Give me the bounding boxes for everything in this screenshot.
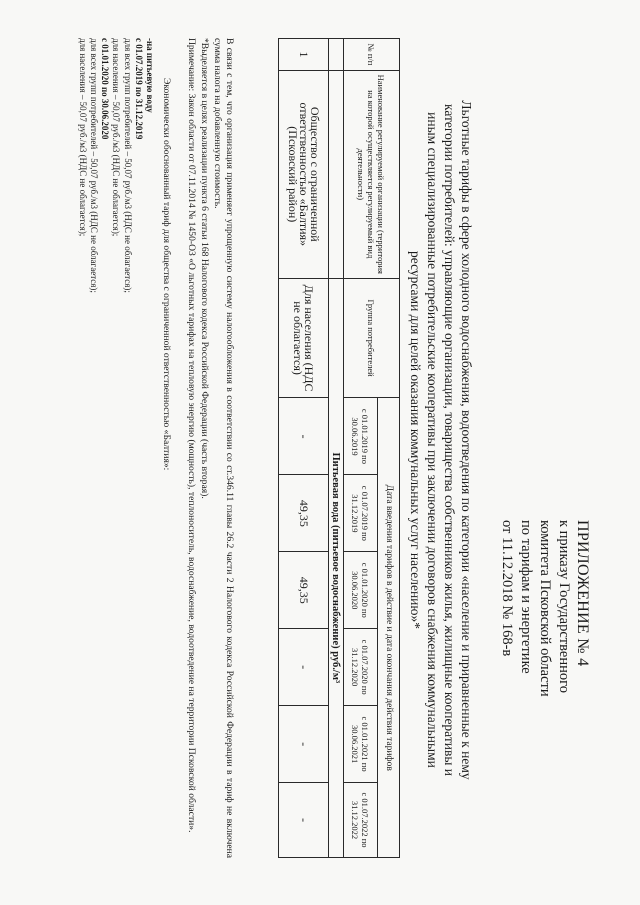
row-number: 1	[279, 39, 329, 71]
appendix-header	[497, 520, 592, 820]
note-law-reference: Примечание: Закон области от 07.11.2014 № 1450-ОЗ «О льготных тарифах на тепловую энергию (мощность), теплоноситель, водоснабжение, водоотведение на территории Псковской области».	[186, 38, 197, 833]
column-header-dates: Дата введения тарифов в действие и дата окончания действия тарифов	[378, 398, 400, 858]
tariff-value: -	[279, 629, 329, 706]
tariff-value: -	[279, 706, 329, 783]
row-organization: Общество с ограниченной ответственностью «Балтия» (Псковский район)	[279, 70, 329, 278]
period-header: с 01.01.2019 по 30.06.2019	[344, 398, 378, 475]
appendix-line: по тарифам и энергетике	[518, 520, 534, 674]
list-item: для населения – 50,07 руб./м3 (НДС не облагается);	[111, 38, 122, 237]
tariff-value: -	[279, 783, 329, 858]
column-header-consumer-group: Группа потребителей	[344, 278, 400, 398]
note-footnote: *Выделяется в целях реализации пункта 6 статьи 168 Налогового кодекса Российской Федерации (часть вторая).	[199, 38, 210, 499]
list-period: с 01.01.2020 по 30.06.2020	[100, 38, 111, 140]
tariff-value: -	[279, 398, 329, 475]
tariff-value: 49,35	[279, 475, 329, 552]
section-spacer	[329, 39, 344, 71]
economic-tariff-list	[77, 38, 155, 858]
list-period: с 01.07.2019 по 31.12.2019	[133, 38, 144, 140]
period-header: с 01.07.2022 по 31.12.2022	[344, 783, 378, 858]
note-economic-tariff: Экономически обоснованный тариф для общества с ограниченной ответственностью «Балтия»:	[161, 78, 172, 471]
period-header: с 01.01.2021 по 30.06.2021	[344, 706, 378, 783]
list-item: для всех групп потребителей – 50,07 руб./м3 (НДС не облагается);	[122, 38, 133, 293]
appendix-line: к приказу Государственного	[556, 520, 572, 693]
title-line: категории потребителей: управляющие организации, товарищества собственников жилья, жилищные кооперативы и	[442, 103, 457, 776]
tariff-table	[278, 38, 400, 858]
list-item: для всех групп потребителей – 50,07 руб./м3 (НДС не облагается);	[88, 38, 99, 293]
list-heading: -на питьевую воду	[145, 38, 155, 113]
list-item: для населения – 50,07 руб./м3 (НДС не облагается);	[77, 38, 88, 237]
period-header: с 01.07.2020 по 31.12.2020	[344, 629, 378, 706]
title-line: ресурсами для целей оказания коммунальных услуг населению»*	[408, 251, 423, 629]
section-drinking-water: Питьевая вода (питьевое водоснабжение) руб./м³	[329, 278, 344, 857]
row-consumer-group: Для населения (НДС не облагается)	[279, 278, 329, 398]
title-line: Льготные тарифы в сфере холодного водоснабжения, водоотведения по категории «население и приравненные к нему	[459, 100, 474, 780]
section-spacer	[329, 70, 344, 278]
column-header-organization: Наименование регулируемой организации (территория на которой осуществляется регулируемый вид деятельности)	[344, 70, 400, 278]
appendix-line: комитета Псковской области	[537, 520, 553, 697]
column-header-number: № п/п	[344, 39, 400, 71]
tariff-value: 49,35	[279, 552, 329, 629]
period-header: с 01.07.2019 по 31.12.2019	[344, 475, 378, 552]
table-row	[279, 39, 329, 858]
document-title	[407, 60, 475, 820]
period-header: с 01.01.2020 по 30.06.2020	[344, 552, 378, 629]
title-line: иным специализированные потребительские кооперативы при заключении договоров снабжения коммунальными	[425, 112, 440, 768]
note-tax-system: В связи с тем, что организация применяет упрощенную систему налогообложения в соответствии со ст.346.11 главы 26.2 части 2 Налогового кодекса Российской Федерации в тариф не включена сумма налога на добавленную стоимость.	[212, 38, 235, 858]
appendix-order-date: от 11.12.2018 № 168-в	[499, 520, 515, 657]
appendix-number: ПРИЛОЖЕНИЕ № 4	[574, 520, 591, 667]
